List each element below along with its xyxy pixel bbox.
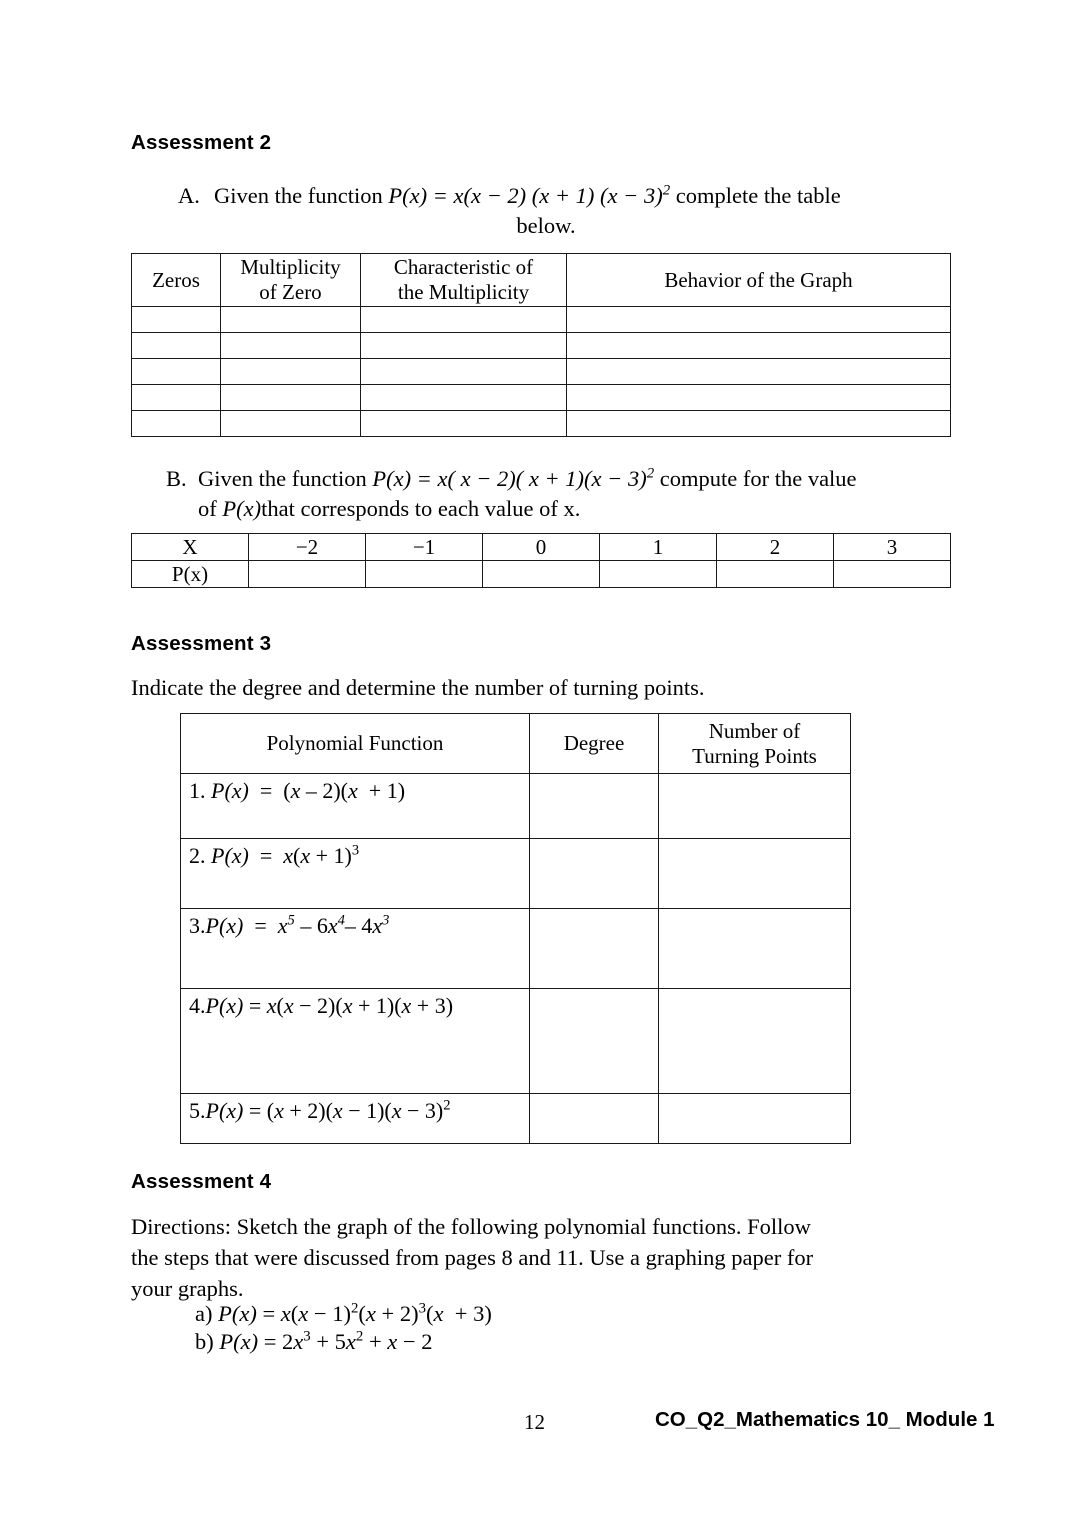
cell-px-value[interactable] <box>483 561 600 588</box>
assessment-2-item-b <box>166 464 956 524</box>
cell-zeros[interactable] <box>132 307 221 333</box>
cell-multiplicity[interactable] <box>221 385 361 411</box>
item-b-line2-a: of <box>198 496 223 521</box>
row-label-x: X <box>132 534 249 561</box>
header-line: Number of <box>708 718 801 743</box>
row-number: 4. <box>189 993 206 1018</box>
table-row <box>181 839 851 909</box>
cell-polynomial-function: 2. $P(x) = x(x + 1)^3$ <box>181 839 530 909</box>
item-a-formula: P(x) = x(x − 2) (x + 1) (x − 3) <box>388 183 663 208</box>
page-number: 12 <box>524 1410 545 1434</box>
cell-characteristic[interactable] <box>361 385 567 411</box>
item-b-label: B. <box>166 466 187 491</box>
cell-px-value[interactable] <box>600 561 717 588</box>
cell-degree[interactable] <box>530 1094 659 1144</box>
cell-x-value: 3 <box>834 534 951 561</box>
cell-polynomial-function: 1. P(x) = (x – 2)(x + 1) <box>181 774 530 839</box>
header-line: of Zero <box>259 280 322 304</box>
table-row-x <box>132 534 951 561</box>
cell-polynomial-function: $3.P(x) = x^5 - 6x^4-$ $4x^3$ <box>181 909 530 989</box>
cell-characteristic[interactable] <box>361 333 567 359</box>
cell-degree[interactable] <box>530 909 659 989</box>
table-row <box>132 359 951 385</box>
item-formula: P(x) <box>218 1301 257 1326</box>
function-expression: P(x) <box>205 993 244 1018</box>
item-label: a) <box>195 1301 213 1326</box>
col-header-zeros <box>132 254 221 307</box>
assessment-2-heading: Assessment 2 <box>131 131 272 154</box>
degree-turning-points-table <box>180 713 851 1144</box>
assessment-3-directions: Indicate the degree and determine the number of turning points. <box>131 675 705 700</box>
item-b-exponent: 2 <box>646 465 655 482</box>
cell-turning-points[interactable] <box>659 839 851 909</box>
list-item: b) $P(x) = 2x^3 + 5x^2 + x - 2$ <box>195 1328 433 1354</box>
table-row <box>132 385 951 411</box>
item-b-formula: P(x) = x( x − 2)( x + 1)(x − 3) <box>372 466 647 491</box>
cell-x-value: 1 <box>600 534 717 561</box>
cell-x-value: 0 <box>483 534 600 561</box>
row-number: 5. <box>189 1098 206 1123</box>
col-header-polynomial-function <box>181 714 530 774</box>
col-header-multiplicity-of-zero <box>221 254 361 307</box>
cell-behavior[interactable] <box>567 411 951 437</box>
cell-degree[interactable] <box>530 774 659 839</box>
cell-x-value: −2 <box>249 534 366 561</box>
cell-degree[interactable] <box>530 989 659 1094</box>
directions-line-3: your graphs. <box>131 1276 244 1301</box>
header-line: Behavior of the Graph <box>664 267 853 292</box>
header-line: Degree <box>563 731 625 755</box>
item-a-label: A. <box>178 183 200 208</box>
function-expression: P(x) <box>205 913 244 938</box>
assessment-2-item-a <box>178 181 950 241</box>
cell-behavior[interactable] <box>567 333 951 359</box>
table-row-px <box>132 561 951 588</box>
assessment-4-item-list <box>195 1300 795 1356</box>
cell-zeros[interactable] <box>132 411 221 437</box>
cell-characteristic[interactable] <box>361 359 567 385</box>
cell-multiplicity[interactable] <box>221 411 361 437</box>
cell-turning-points[interactable] <box>659 989 851 1094</box>
table-row <box>181 774 851 839</box>
zeros-multiplicity-table <box>131 253 951 437</box>
table-row <box>181 1094 851 1144</box>
cell-turning-points[interactable] <box>659 774 851 839</box>
cell-behavior[interactable] <box>567 307 951 333</box>
cell-zeros[interactable] <box>132 359 221 385</box>
cell-x-value: −1 <box>366 534 483 561</box>
header-line: the Multiplicity <box>397 280 530 304</box>
table-row <box>132 333 951 359</box>
cell-multiplicity[interactable] <box>221 359 361 385</box>
item-formula: P(x) <box>219 1329 259 1354</box>
cell-multiplicity[interactable] <box>221 307 361 333</box>
cell-multiplicity[interactable] <box>221 333 361 359</box>
item-b-line2-b: that corresponds to each value of x. <box>261 496 581 521</box>
cell-turning-points[interactable] <box>659 909 851 989</box>
header-line: Turning Points <box>692 743 817 768</box>
item-a-exponent: 2 <box>662 182 671 199</box>
item-a-text-after: complete the table <box>670 183 841 208</box>
function-expression: P(x) <box>205 1098 244 1123</box>
cell-zeros[interactable] <box>132 385 221 411</box>
table-row <box>181 909 851 989</box>
function-expression: P(x) <box>211 778 249 803</box>
col-header-number-of-turning-points <box>659 714 851 774</box>
directions-line-2: the steps that were discussed from pages 8 and 11. Use a graphing paper for <box>131 1245 814 1270</box>
header-line: Characteristic of <box>393 255 534 279</box>
table-row <box>132 411 951 437</box>
cell-polynomial-function: 4.P(x) = x(x − 2)(x + 1)(x + 3) <box>181 989 530 1094</box>
x-px-value-table <box>131 533 951 588</box>
cell-x-value: 2 <box>717 534 834 561</box>
item-b-line2-formula: P(x) <box>222 496 262 521</box>
list-item: a) $P(x) = x(x - 1)^2(x + 2)^3(x + 3)$ <box>195 1300 492 1326</box>
col-header-behavior-of-graph <box>567 254 951 307</box>
cell-px-value[interactable] <box>717 561 834 588</box>
directions-line-1: Directions: Sketch the graph of the following polynomial functions. Follow <box>131 1214 811 1239</box>
cell-characteristic[interactable] <box>361 307 567 333</box>
row-number: 2. <box>189 843 206 868</box>
header-line: Polynomial Function <box>266 731 444 755</box>
function-expression: P(x) <box>211 843 249 868</box>
assessment-3-heading: Assessment 3 <box>131 632 272 655</box>
cell-px-value[interactable] <box>249 561 366 588</box>
cell-px-value[interactable] <box>834 561 951 588</box>
table-header-row <box>132 254 951 307</box>
table-row <box>132 307 951 333</box>
module-footer-title: CO_Q2_Mathematics 10_ Module 1 <box>655 1408 995 1431</box>
col-header-characteristic-of-multiplicity <box>361 254 567 307</box>
item-b-line2 <box>198 494 956 524</box>
cell-degree[interactable] <box>530 839 659 909</box>
row-label-px: P(x) <box>132 561 249 588</box>
row-number: 1. <box>189 778 206 803</box>
cell-zeros[interactable] <box>132 333 221 359</box>
cell-polynomial-function: $5.P(x) = (x + 2)(x - 1)(x - 3)^2$ <box>181 1094 530 1144</box>
header-line: Zeros <box>152 267 200 292</box>
item-b-text-before: Given the function <box>198 466 373 491</box>
item-label: b) <box>195 1329 214 1354</box>
cell-behavior[interactable] <box>567 359 951 385</box>
row-number: 3. <box>189 913 206 938</box>
cell-px-value[interactable] <box>366 561 483 588</box>
cell-behavior[interactable] <box>567 385 951 411</box>
item-b-text-after: compute for the value <box>654 466 857 491</box>
cell-turning-points[interactable] <box>659 1094 851 1144</box>
table-header-row <box>181 714 851 774</box>
col-header-degree <box>530 714 659 774</box>
cell-characteristic[interactable] <box>361 411 567 437</box>
header-line: Multiplicity <box>240 255 341 279</box>
item-a-line2: below. <box>516 213 576 238</box>
assessment-4-directions <box>131 1211 971 1304</box>
table-row <box>181 989 851 1094</box>
assessment-4-heading: Assessment 4 <box>131 1170 272 1193</box>
item-a-text-before: Given the function <box>214 183 389 208</box>
